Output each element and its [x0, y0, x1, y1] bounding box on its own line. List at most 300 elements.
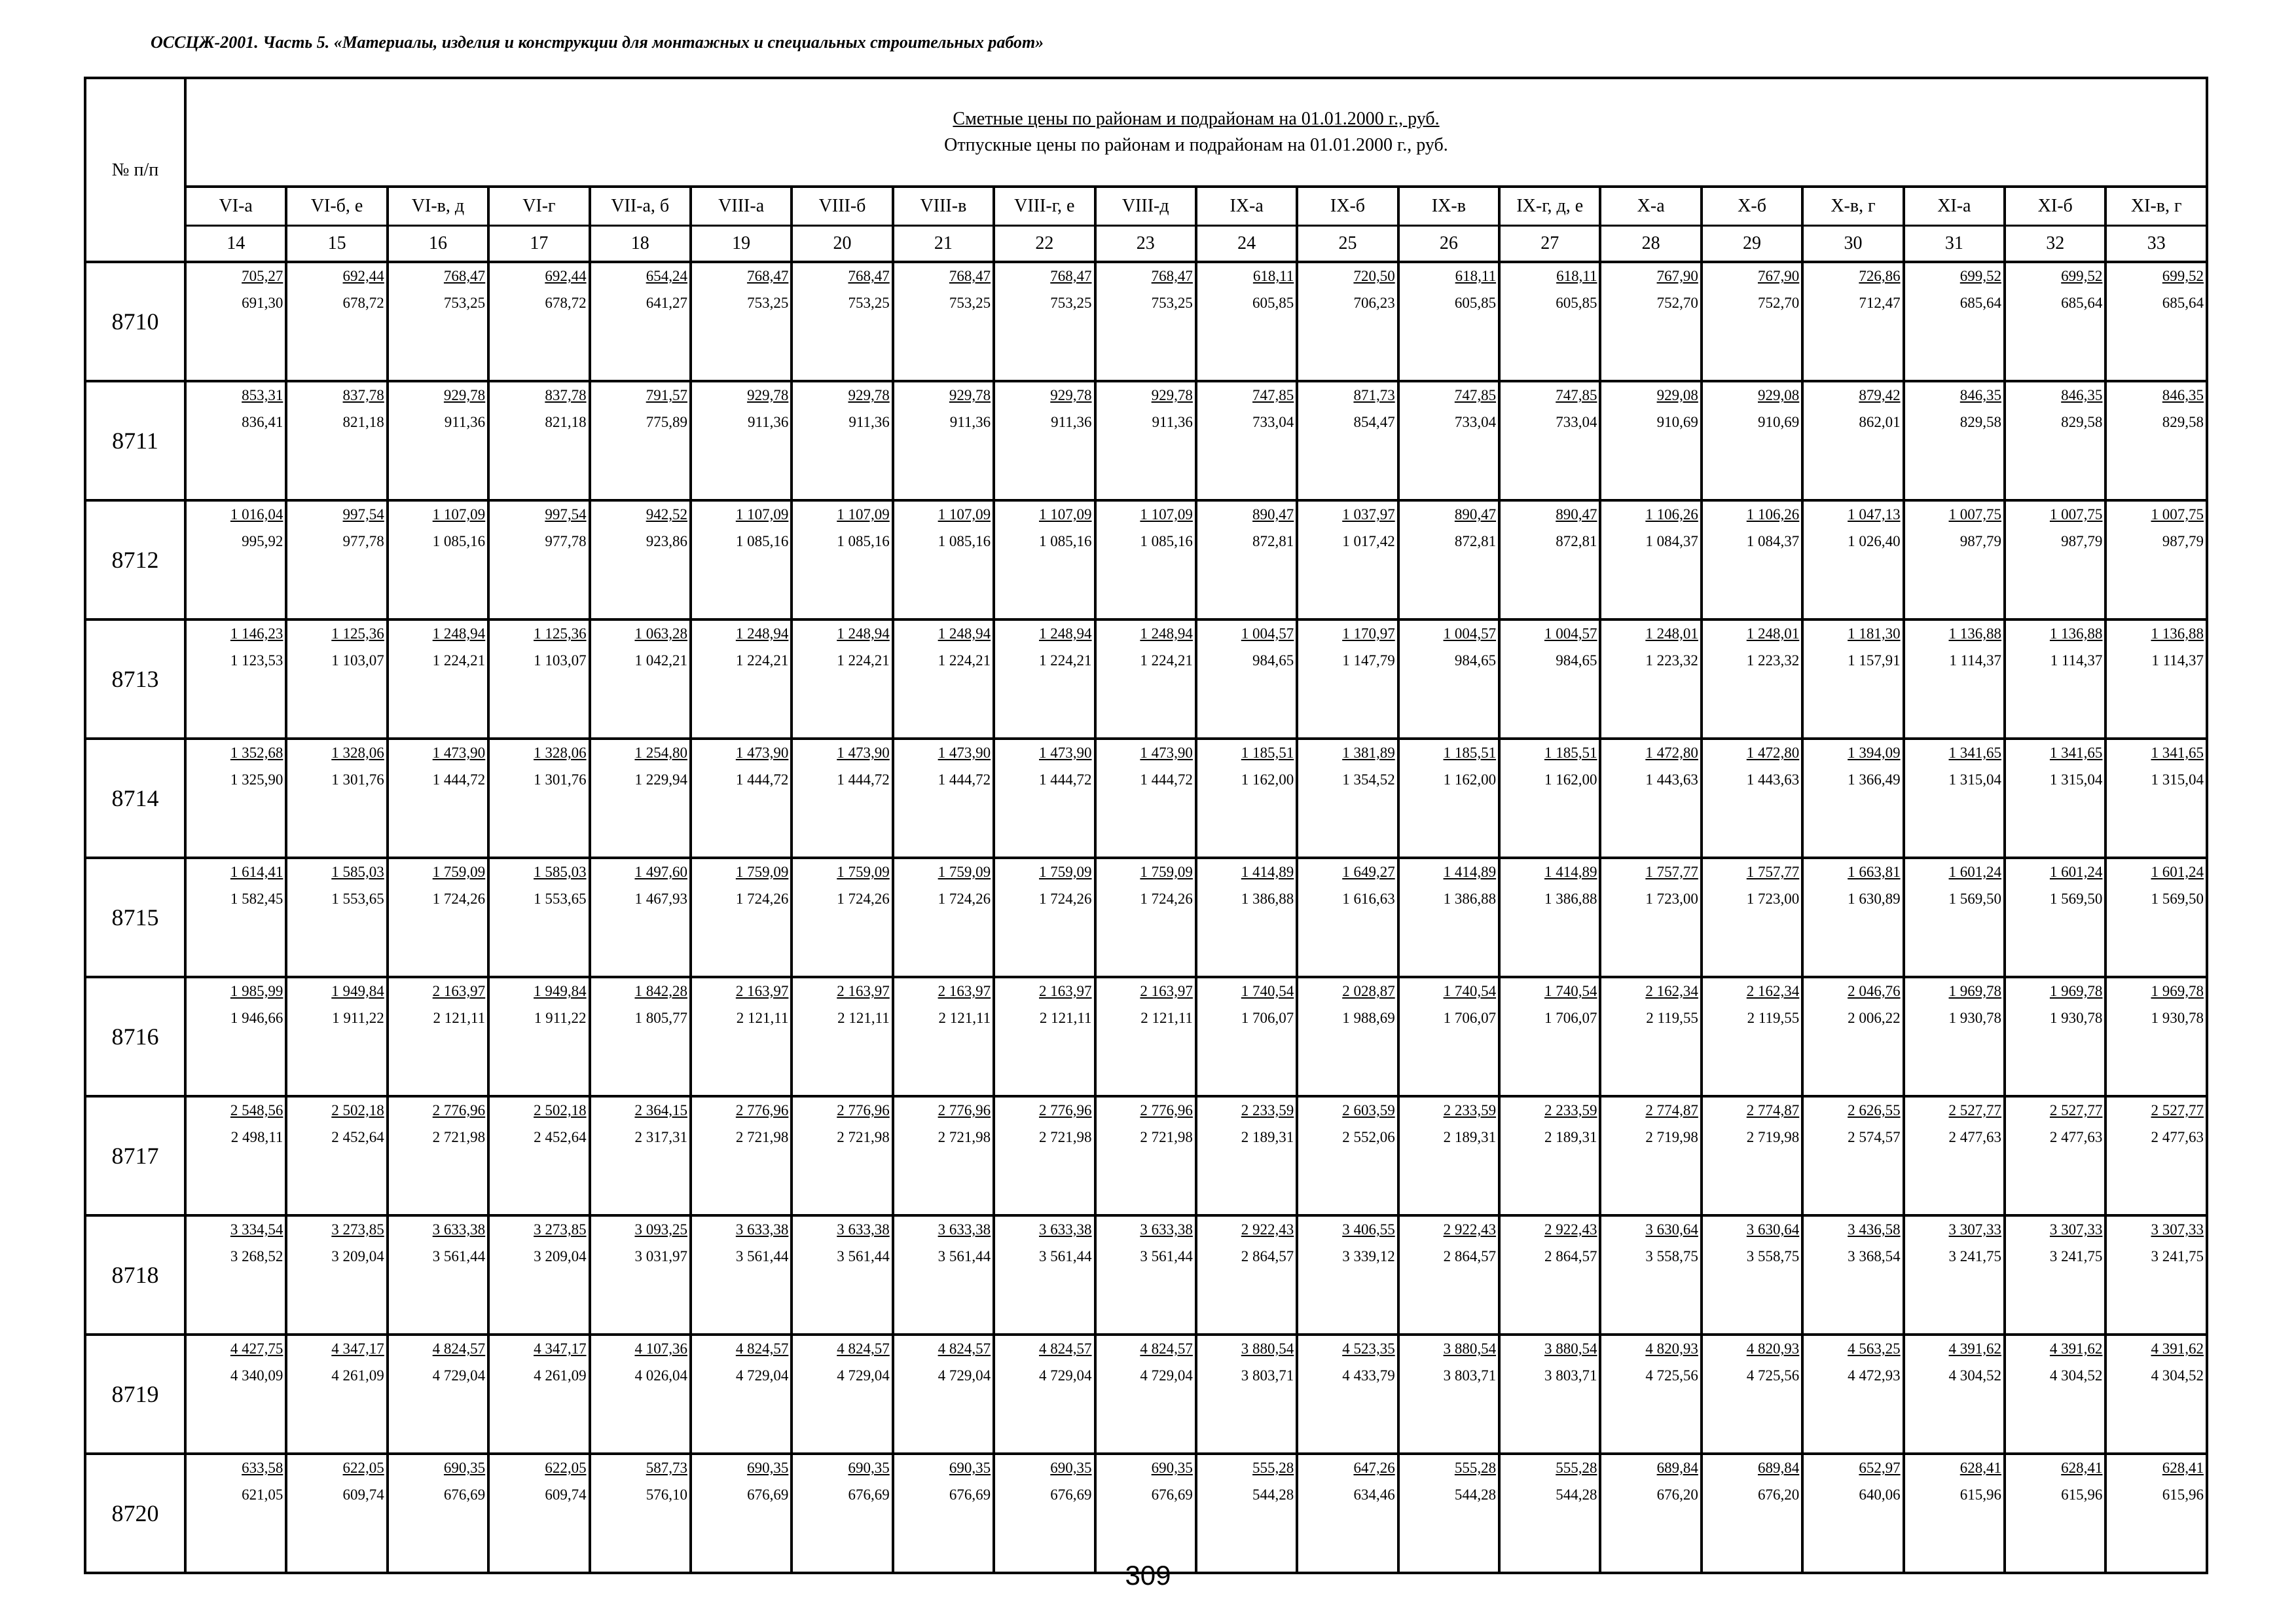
release-price: 2 721,98 — [432, 1129, 486, 1145]
estimate-price: 1 473,90 — [837, 745, 890, 761]
price-cell — [1499, 1215, 1600, 1335]
column-number: 18 — [590, 226, 691, 263]
price-cell — [1904, 977, 2005, 1096]
table-row — [85, 1454, 2207, 1573]
release-price: 1 553,65 — [331, 891, 384, 907]
price-cell — [1600, 381, 1701, 500]
estimate-price: 767,90 — [1758, 268, 1800, 284]
price-cell — [1904, 381, 2005, 500]
estimate-price: 2 163,97 — [432, 983, 486, 999]
estimate-price: 1 759,09 — [735, 864, 789, 880]
price-cell — [1499, 1096, 1600, 1215]
column-number: 22 — [994, 226, 1095, 263]
release-price: 1 224,21 — [837, 652, 890, 669]
release-price: 2 006,22 — [1848, 1010, 1901, 1026]
release-price: 1 724,26 — [1140, 891, 1193, 907]
estimate-price: 3 630,64 — [1645, 1221, 1698, 1238]
release-price: 2 574,57 — [1848, 1129, 1901, 1145]
price-cell — [2005, 619, 2105, 739]
price-cell — [185, 500, 286, 619]
estimate-price: 3 880,54 — [1443, 1340, 1497, 1357]
release-price: 872,81 — [1454, 533, 1497, 549]
table-row — [85, 858, 2207, 977]
price-cell — [1297, 977, 1398, 1096]
price-cell — [1802, 739, 1903, 858]
estimate-price: 699,52 — [2162, 268, 2204, 284]
release-price: 2 721,98 — [837, 1129, 890, 1145]
release-price: 2 189,31 — [1544, 1129, 1597, 1145]
release-price: 3 209,04 — [534, 1248, 587, 1264]
estimate-price: 652,97 — [1859, 1460, 1901, 1476]
price-cell — [2005, 381, 2105, 500]
price-cell — [286, 619, 387, 739]
price-cell — [1802, 381, 1903, 500]
estimate-price: 1 473,90 — [1140, 745, 1193, 761]
release-price: 1 911,22 — [332, 1010, 384, 1026]
table-row — [85, 1096, 2207, 1215]
price-cell — [1702, 1096, 1802, 1215]
release-price: 4 729,04 — [432, 1367, 486, 1384]
estimate-price: 690,35 — [1151, 1460, 1193, 1476]
estimate-price: 2 527,77 — [2049, 1102, 2103, 1118]
release-price: 1 084,37 — [1746, 533, 1800, 549]
estimate-price: 726,86 — [1859, 268, 1901, 284]
region-header: IX-а — [1196, 187, 1297, 226]
release-price: 984,65 — [1252, 652, 1294, 669]
row-number: 8718 — [85, 1215, 185, 1335]
estimate-price: 4 824,57 — [837, 1340, 890, 1357]
estimate-price: 2 364,15 — [634, 1102, 687, 1118]
release-price: 3 561,44 — [1140, 1248, 1193, 1264]
estimate-price: 3 880,54 — [1241, 1340, 1294, 1357]
release-price: 1 553,65 — [534, 891, 587, 907]
release-price: 1 443,63 — [1746, 771, 1800, 788]
release-price: 753,25 — [848, 295, 890, 311]
release-price: 3 241,75 — [2151, 1248, 2204, 1264]
estimate-price: 4 391,62 — [2151, 1340, 2204, 1357]
price-cell — [1095, 1454, 1196, 1573]
price-cell — [1398, 739, 1499, 858]
price-cell — [1802, 1335, 1903, 1454]
release-price: 1 444,72 — [938, 771, 991, 788]
price-cell — [691, 1096, 792, 1215]
estimate-price: 4 824,57 — [1039, 1340, 1092, 1357]
release-price: 641,27 — [646, 295, 687, 311]
price-cell — [1196, 619, 1297, 739]
row-number: 8713 — [85, 619, 185, 739]
estimate-price: 2 502,18 — [534, 1102, 587, 1118]
release-price: 1 723,00 — [1645, 891, 1698, 907]
release-price: 1 224,21 — [735, 652, 789, 669]
price-cell — [185, 1335, 286, 1454]
release-price: 1 706,07 — [1443, 1010, 1497, 1026]
release-price: 1 042,21 — [634, 652, 687, 669]
estimate-price: 837,78 — [545, 387, 587, 403]
price-cell — [1196, 1335, 1297, 1454]
release-price: 3 561,44 — [1039, 1248, 1092, 1264]
estimate-price: 555,28 — [1454, 1460, 1497, 1476]
estimate-price: 929,08 — [1758, 387, 1800, 403]
release-price: 1 224,21 — [1140, 652, 1193, 669]
estimate-price: 942,52 — [646, 506, 687, 523]
release-price: 4 729,04 — [837, 1367, 890, 1384]
price-cell — [792, 262, 892, 381]
estimate-price: 768,47 — [848, 268, 890, 284]
release-price: 1 162,00 — [1544, 771, 1597, 788]
estimate-price: 1 107,09 — [1039, 506, 1092, 523]
estimate-price: 3 334,54 — [230, 1221, 283, 1238]
price-cell — [1499, 262, 1600, 381]
release-price: 676,20 — [1758, 1486, 1800, 1503]
price-cell — [488, 739, 589, 858]
estimate-price: 2 776,96 — [1140, 1102, 1193, 1118]
price-cell — [1196, 262, 1297, 381]
price-cell — [994, 739, 1095, 858]
release-price: 987,79 — [2061, 533, 2103, 549]
release-price: 1 444,72 — [837, 771, 890, 788]
price-cell — [1600, 619, 1701, 739]
price-cell — [1499, 858, 1600, 977]
release-price: 1 103,07 — [534, 652, 587, 669]
price-cell — [388, 619, 488, 739]
release-price: 576,10 — [646, 1486, 687, 1503]
estimate-price: 768,47 — [1151, 268, 1193, 284]
estimate-price: 1 170,97 — [1342, 625, 1395, 642]
price-cell — [1600, 739, 1701, 858]
price-cell — [1499, 739, 1600, 858]
release-price: 1 443,63 — [1645, 771, 1698, 788]
price-cell — [691, 858, 792, 977]
release-price: 676,69 — [949, 1486, 991, 1503]
release-price: 752,70 — [1656, 295, 1698, 311]
release-price: 605,85 — [1454, 295, 1497, 311]
estimate-price: 618,11 — [1455, 268, 1497, 284]
price-cell — [994, 977, 1095, 1096]
release-price: 1 706,07 — [1544, 1010, 1597, 1026]
row-number: 8720 — [85, 1454, 185, 1573]
release-price: 2 864,57 — [1443, 1248, 1497, 1264]
price-cell — [1600, 262, 1701, 381]
release-price: 2 721,98 — [1140, 1129, 1193, 1145]
estimate-price: 654,24 — [646, 268, 687, 284]
price-cell — [792, 1454, 892, 1573]
estimate-price: 768,47 — [1050, 268, 1092, 284]
estimate-price: 633,58 — [242, 1460, 283, 1476]
estimate-price: 1 185,51 — [1241, 745, 1294, 761]
release-price: 1 724,26 — [735, 891, 789, 907]
estimate-price: 1 107,09 — [837, 506, 890, 523]
release-price: 1 930,78 — [2151, 1010, 2204, 1026]
release-price: 1 085,16 — [1140, 533, 1193, 549]
price-cell — [691, 1215, 792, 1335]
release-price: 1 325,90 — [230, 771, 283, 788]
release-price: 1 223,32 — [1645, 652, 1698, 669]
release-price: 753,25 — [747, 295, 789, 311]
estimate-price: 1 248,94 — [432, 625, 486, 642]
price-cell — [488, 858, 589, 977]
price-cell — [1702, 619, 1802, 739]
price-cell — [185, 739, 286, 858]
release-price: 2 864,57 — [1241, 1248, 1294, 1264]
estimate-price: 2 163,97 — [1039, 983, 1092, 999]
release-price: 911,36 — [747, 414, 789, 430]
estimate-price: 1 759,09 — [1039, 864, 1092, 880]
price-cell — [994, 500, 1095, 619]
header-row-top — [85, 78, 2207, 187]
region-header: X-а — [1600, 187, 1701, 226]
price-cell — [2105, 1454, 2207, 1573]
price-cell — [792, 739, 892, 858]
price-cell — [1398, 1454, 1499, 1573]
price-cell — [286, 500, 387, 619]
price-cell — [2005, 1215, 2105, 1335]
price-cell — [388, 1215, 488, 1335]
price-cell — [1600, 977, 1701, 1096]
estimate-price: 1 328,06 — [331, 745, 384, 761]
estimate-price: 1 649,27 — [1342, 864, 1395, 880]
estimate-price: 2 233,59 — [1241, 1102, 1294, 1118]
region-header: VI-б, е — [286, 187, 387, 226]
region-header: VII-а, б — [590, 187, 691, 226]
estimate-price: 768,47 — [747, 268, 789, 284]
release-price: 1 162,00 — [1241, 771, 1294, 788]
table-row — [85, 381, 2207, 500]
price-cell — [388, 1335, 488, 1454]
number-column-header: № п/п — [85, 78, 185, 262]
estimate-price: 1 497,60 — [634, 864, 687, 880]
estimate-price: 1 125,36 — [534, 625, 587, 642]
release-price: 872,81 — [1556, 533, 1597, 549]
release-price: 685,64 — [1959, 295, 2002, 311]
estimate-price: 1 473,90 — [735, 745, 789, 761]
price-cell — [2005, 739, 2105, 858]
estimate-price: 3 307,33 — [1948, 1221, 2002, 1238]
price-cell — [1398, 500, 1499, 619]
estimate-price: 747,85 — [1556, 387, 1597, 403]
price-cell — [286, 1096, 387, 1215]
price-cell — [691, 500, 792, 619]
price-cell — [185, 381, 286, 500]
release-price: 733,04 — [1252, 414, 1294, 430]
estimate-price: 2 626,55 — [1848, 1102, 1901, 1118]
price-cell — [388, 500, 488, 619]
release-price: 3 339,12 — [1342, 1248, 1395, 1264]
price-cell — [1499, 619, 1600, 739]
estimate-price: 1 107,09 — [938, 506, 991, 523]
release-price: 2 189,31 — [1443, 1129, 1497, 1145]
release-price: 1 805,77 — [634, 1010, 687, 1026]
release-price: 1 301,76 — [534, 771, 587, 788]
price-cell — [1196, 739, 1297, 858]
release-price: 4 304,52 — [2151, 1367, 2204, 1384]
estimate-price: 1 473,90 — [432, 745, 486, 761]
release-price: 911,36 — [1051, 414, 1092, 430]
price-cell — [1297, 262, 1398, 381]
region-header: VI-в, д — [388, 187, 488, 226]
price-cell — [994, 1096, 1095, 1215]
price-cell — [994, 262, 1095, 381]
estimate-price: 689,84 — [1758, 1460, 1800, 1476]
price-cell — [1297, 619, 1398, 739]
price-cell — [1095, 1335, 1196, 1454]
release-price: 1 114,37 — [2050, 652, 2103, 669]
estimate-price: 699,52 — [2061, 268, 2103, 284]
estimate-price: 1 007,75 — [2049, 506, 2103, 523]
price-cell — [2105, 977, 2207, 1096]
estimate-price: 2 163,97 — [1140, 983, 1193, 999]
price-cell — [1095, 1215, 1196, 1335]
price-cell — [1398, 977, 1499, 1096]
price-cell — [1398, 1335, 1499, 1454]
price-cell — [994, 858, 1095, 977]
price-cell — [2005, 858, 2105, 977]
release-price: 2 317,31 — [634, 1129, 687, 1145]
release-price: 1 630,89 — [1848, 891, 1901, 907]
price-cell — [1802, 1454, 1903, 1573]
release-price: 1 085,16 — [735, 533, 789, 549]
column-number: 14 — [185, 226, 286, 263]
price-cell — [185, 619, 286, 739]
release-price: 706,23 — [1353, 295, 1395, 311]
price-cell — [1904, 1454, 2005, 1573]
price-cell — [994, 381, 1095, 500]
price-cell — [1802, 977, 1903, 1096]
price-cell — [2105, 381, 2207, 500]
release-price: 1 157,91 — [1848, 652, 1901, 669]
estimate-price: 1 106,26 — [1645, 506, 1698, 523]
release-price: 2 121,11 — [736, 1010, 789, 1026]
estimate-price: 2 776,96 — [1039, 1102, 1092, 1118]
price-cell — [1095, 1096, 1196, 1215]
release-price: 1 724,26 — [1039, 891, 1092, 907]
estimate-price: 3 093,25 — [634, 1221, 687, 1238]
price-cell — [691, 977, 792, 1096]
row-number: 8714 — [85, 739, 185, 858]
release-price: 2 119,55 — [1747, 1010, 1800, 1026]
release-price: 2 477,63 — [1948, 1129, 2002, 1145]
estimate-price: 3 633,38 — [1039, 1221, 1092, 1238]
estimate-price: 2 046,76 — [1848, 983, 1901, 999]
price-cell — [185, 1096, 286, 1215]
estimate-price: 1 125,36 — [331, 625, 384, 642]
estimate-price: 2 776,96 — [938, 1102, 991, 1118]
release-price: 2 477,63 — [2151, 1129, 2204, 1145]
release-price: 977,78 — [545, 533, 587, 549]
estimate-price: 555,28 — [1556, 1460, 1597, 1476]
release-price: 1 315,04 — [1948, 771, 2002, 788]
estimate-price: 618,11 — [1556, 268, 1597, 284]
release-price: 712,47 — [1859, 295, 1901, 311]
release-price: 1 444,72 — [1039, 771, 1092, 788]
price-cell — [185, 262, 286, 381]
price-cell — [1095, 619, 1196, 739]
price-cell — [1802, 1096, 1903, 1215]
estimate-price: 720,50 — [1353, 268, 1395, 284]
release-price: 2 121,11 — [837, 1010, 890, 1026]
estimate-price: 2 922,43 — [1544, 1221, 1597, 1238]
estimate-price: 890,47 — [1556, 506, 1597, 523]
table-row — [85, 262, 2207, 381]
estimate-price: 1 414,89 — [1443, 864, 1497, 880]
region-header: VI-а — [185, 187, 286, 226]
price-cell — [1398, 262, 1499, 381]
release-price: 1 616,63 — [1342, 891, 1395, 907]
release-price: 609,74 — [342, 1486, 384, 1503]
region-header: IX-г, д, е — [1499, 187, 1600, 226]
release-price: 733,04 — [1454, 414, 1497, 430]
price-cell — [1702, 977, 1802, 1096]
table-row — [85, 1335, 2207, 1454]
row-number: 8712 — [85, 500, 185, 619]
price-cell — [286, 977, 387, 1096]
estimate-price: 1 759,09 — [1140, 864, 1193, 880]
region-header: XI-а — [1904, 187, 2005, 226]
estimate-price: 929,08 — [1656, 387, 1698, 403]
price-cell — [2005, 977, 2105, 1096]
region-header: VIII-г, е — [994, 187, 1095, 226]
region-header: VIII-д — [1095, 187, 1196, 226]
release-price: 1 366,49 — [1848, 771, 1901, 788]
price-cell — [691, 381, 792, 500]
estimate-price: 1 663,81 — [1848, 864, 1901, 880]
release-price: 678,72 — [342, 295, 384, 311]
column-number: 19 — [691, 226, 792, 263]
release-price: 678,72 — [545, 295, 587, 311]
release-price: 676,69 — [1050, 1486, 1092, 1503]
release-price: 911,36 — [1152, 414, 1193, 430]
price-cell — [893, 1215, 994, 1335]
price-cell — [1499, 500, 1600, 619]
release-price: 1 911,22 — [534, 1010, 587, 1026]
estimate-price: 690,35 — [848, 1460, 890, 1476]
estimate-price: 1 185,51 — [1443, 745, 1497, 761]
release-price: 676,69 — [747, 1486, 789, 1503]
estimate-price: 1 740,54 — [1241, 983, 1294, 999]
estimate-price: 929,78 — [747, 387, 789, 403]
table-row — [85, 500, 2207, 619]
price-cell — [1600, 1454, 1701, 1573]
release-price: 4 472,93 — [1848, 1367, 1901, 1384]
release-price: 923,86 — [646, 533, 687, 549]
release-price: 1 026,40 — [1848, 533, 1901, 549]
release-price: 676,20 — [1656, 1486, 1698, 1503]
release-price: 615,96 — [2162, 1486, 2204, 1503]
price-cell — [994, 1454, 1095, 1573]
column-number: 24 — [1196, 226, 1297, 263]
estimate-price: 997,54 — [342, 506, 384, 523]
release-price: 2 477,63 — [2049, 1129, 2103, 1145]
estimate-price: 2 603,59 — [1342, 1102, 1395, 1118]
price-cell — [1297, 1454, 1398, 1573]
price-cell — [1095, 858, 1196, 977]
price-cell — [1297, 1335, 1398, 1454]
price-cell — [1904, 619, 2005, 739]
estimate-price: 699,52 — [1959, 268, 2002, 284]
release-price: 753,25 — [949, 295, 991, 311]
release-price: 1 569,50 — [1948, 891, 2002, 907]
release-price: 2 498,11 — [230, 1129, 283, 1145]
release-price: 4 729,04 — [938, 1367, 991, 1384]
column-number: 29 — [1702, 226, 1802, 263]
price-cell — [1802, 858, 1903, 977]
region-header: VIII-в — [893, 187, 994, 226]
table-row — [85, 1215, 2207, 1335]
release-price: 615,96 — [2061, 1486, 2103, 1503]
release-price: 1 301,76 — [331, 771, 384, 788]
estimate-price: 4 824,57 — [735, 1340, 789, 1357]
price-cell — [286, 858, 387, 977]
release-price: 676,69 — [848, 1486, 890, 1503]
